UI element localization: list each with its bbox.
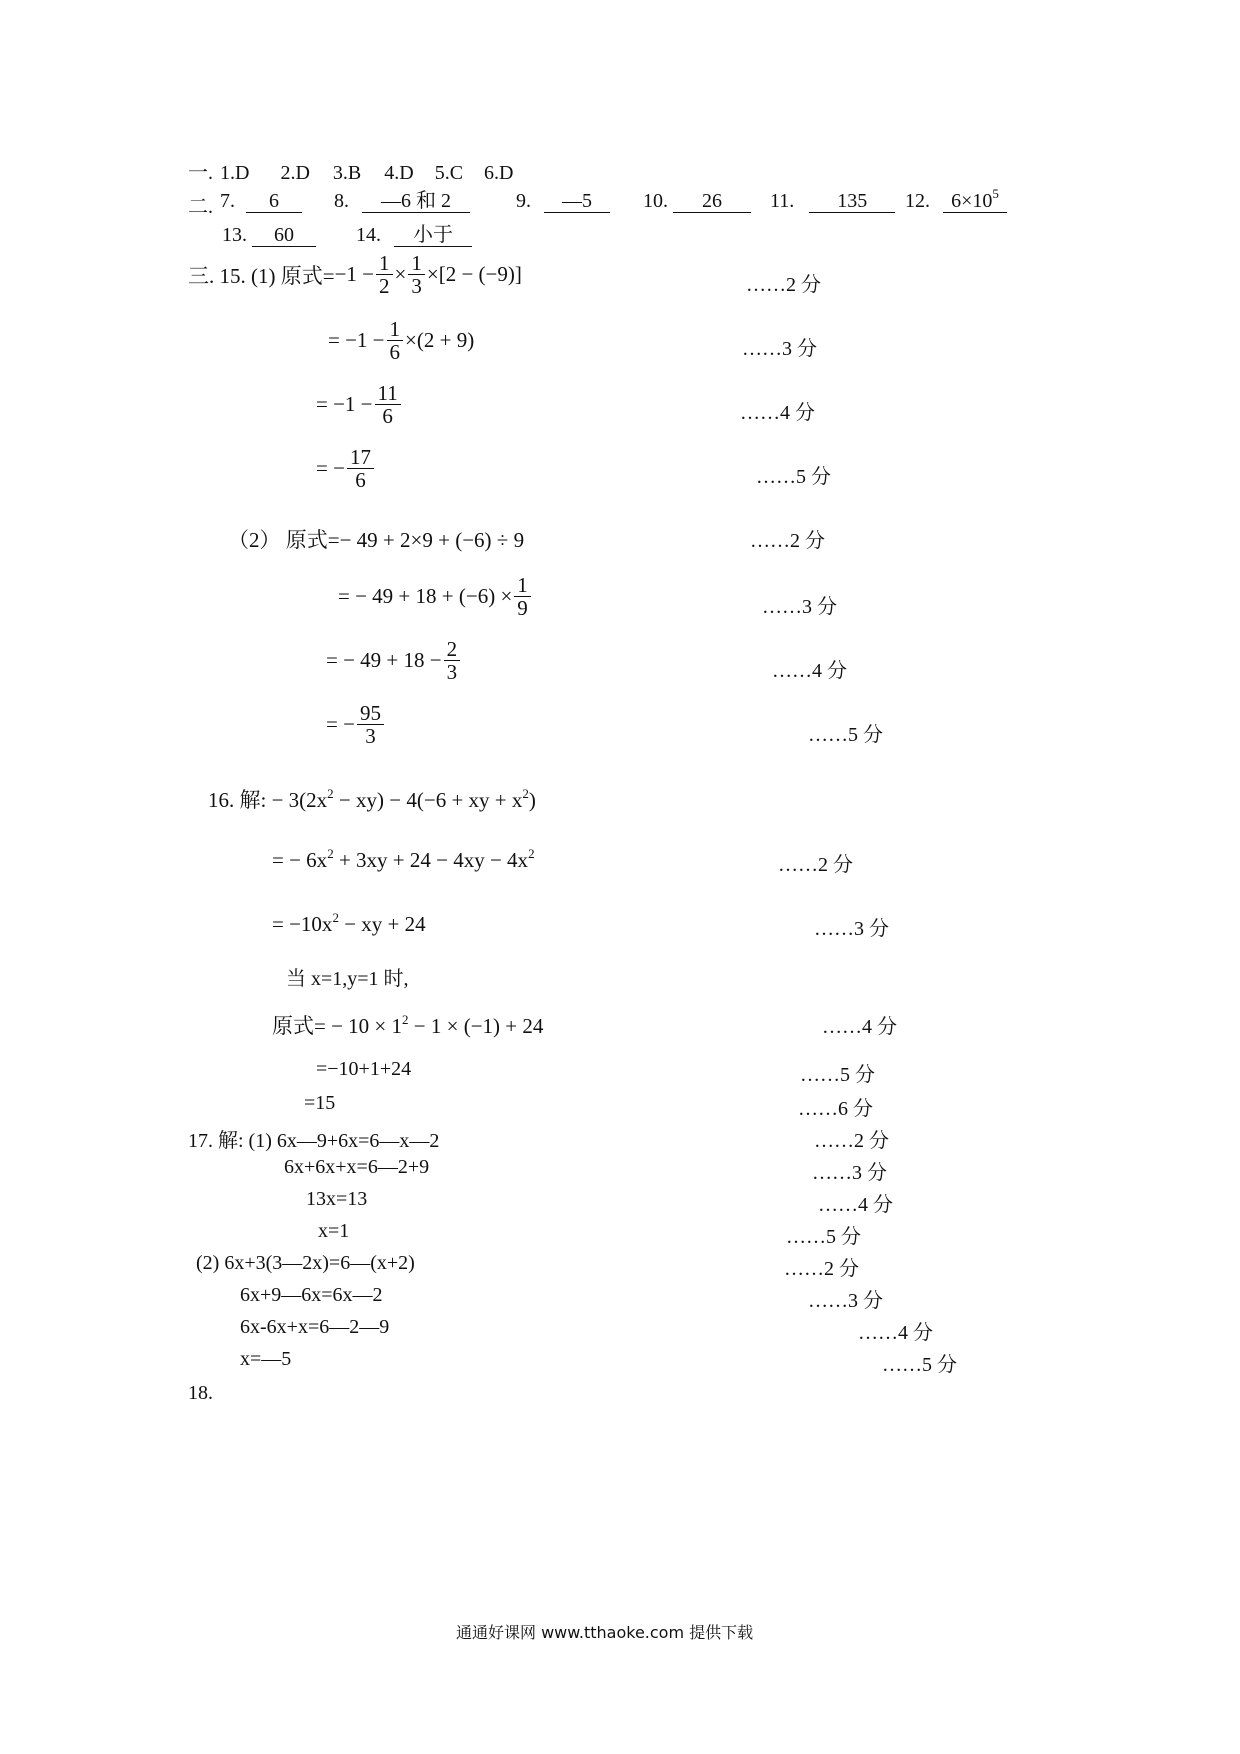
fraction: $\frac{17}{6}$ (347, 446, 374, 491)
q17-line1: 17. 解: (1) 6x—9+6x=6—x—2 (188, 1130, 440, 1152)
answer-1: 1.D (220, 162, 250, 184)
answer-12: $6\times 10^5$ (943, 191, 1007, 213)
q17-line3: 13x=13 (306, 1188, 368, 1210)
score: ……5 分 (786, 1226, 861, 1248)
blank-9: 9. —5 (516, 190, 610, 213)
score: ……3 分 (814, 918, 889, 940)
q15-1-line3: = −1 − $\frac{11}{6}$ (316, 382, 403, 427)
score: ……4 分 (858, 1322, 933, 1344)
score: ……4 分 (772, 660, 847, 682)
fraction: $\frac{11}{6}$ (375, 382, 401, 427)
q16-line6: =−10+1+24 (316, 1058, 412, 1080)
score: ……3 分 (812, 1162, 887, 1184)
blank-8: 8. —6 和 2 (334, 190, 470, 213)
score: ……3 分 (808, 1290, 883, 1312)
q17-line4: x=1 (318, 1220, 350, 1242)
q17-line5: (2) 6x+3(3—2x)=6—(x+2) (196, 1252, 415, 1274)
q16-line7: =15 (304, 1092, 336, 1114)
score: ……5 分 (882, 1354, 957, 1376)
blank-10: 10. 26 (643, 190, 751, 213)
q15-2-line2: = − 49 + 18 + (−6) × $\frac{1}{9}$ (338, 574, 533, 619)
score: ……2 分 (814, 1130, 889, 1152)
section1-label: 一. (188, 162, 213, 184)
score: ……5 分 (808, 724, 883, 746)
section2-label: 二. (188, 196, 213, 218)
blank-14: 14. 小于 (356, 224, 472, 247)
score: ……2 分 (746, 274, 821, 296)
score: ……2 分 (778, 854, 853, 876)
q17-line2: 6x+6x+x=6—2+9 (284, 1156, 430, 1178)
answer-13: 60 (252, 225, 316, 247)
fraction: $\frac{1}{9}$ (514, 574, 531, 619)
q15-1-line1: 三. 15. (1) 原式= −1 − $\frac{1}{2}$ × $\frac{1}{3}$ ×[2 − (−9)] (188, 251, 522, 299)
q17-line8: x=—5 (240, 1348, 292, 1370)
q18-label: 18. (188, 1382, 213, 1404)
blank-7: 7. 6 (220, 190, 302, 213)
section1-row (188, 156, 514, 185)
q15-1-line2: = −1 − $\frac{1}{6}$ ×(2 + 9) (328, 317, 475, 365)
fraction: $\frac{1}{3}$ (408, 252, 425, 297)
answer-5: 5.C (434, 162, 464, 184)
score: ……4 分 (740, 402, 815, 424)
fraction: $\frac{1}{2}$ (376, 252, 393, 297)
section2-row1 (188, 190, 213, 219)
answer-4: 4.D (384, 162, 414, 184)
score: ……4 分 (818, 1194, 893, 1216)
answer-3: 3.B (332, 162, 362, 184)
q16-line1: 16. 解: − $3(2x^2 - xy) - 4(-6$ + xy + $x^2$) (208, 786, 536, 812)
q15-2-line4: = − $\frac{95}{3}$ (326, 702, 386, 747)
answer-14: 小于 (394, 225, 472, 247)
score: ……3 分 (762, 596, 837, 618)
blank-12: 12. $6\times 10^5$ (905, 190, 1007, 213)
answer-7: 6 (246, 191, 302, 213)
q17-line6: 6x+9—6x=6x—2 (240, 1284, 383, 1306)
answer-6: 6.D (484, 162, 514, 184)
q16-line5: 原式= − $10 \times 1^2 - 1 \times (-1) + 24$ (272, 1012, 544, 1038)
score: ……5 分 (756, 466, 831, 488)
q16-line4: 当 x=1,y=1 时, (286, 968, 409, 990)
score: ……6 分 (798, 1098, 873, 1120)
blank-13: 13. 60 (222, 224, 316, 247)
q15-1-line4: = − $\frac{17}{6}$ (316, 446, 376, 491)
score: ……2 分 (784, 1258, 859, 1280)
score: ……5 分 (800, 1064, 875, 1086)
answer-8: —6 和 2 (362, 191, 470, 213)
blank-11: 11. 135 (770, 190, 895, 213)
fraction: $\frac{95}{3}$ (357, 702, 384, 747)
footer-text: 通通好课网 www.tthaoke.com 提供下载 (456, 1623, 754, 1642)
fraction: $\frac{1}{6}$ (387, 318, 404, 363)
q15-2-line1: （2） 原式=− 49 + 2×9 + (−6) ÷ 9 (228, 528, 525, 552)
answer-2: 2.D (280, 162, 310, 184)
answer-11: 135 (809, 191, 895, 213)
answer-9: —5 (544, 191, 610, 213)
fraction: $\frac{2}{3}$ (444, 638, 461, 683)
q16-line2: = − $6x^2 + 3xy + 24 - 4xy - 4x^2$ (272, 846, 535, 872)
q16-line3: = $-10x^2$ − xy + 24 (272, 910, 426, 936)
score: ……4 分 (822, 1016, 897, 1038)
q17-line7: 6x-6x+x=6—2—9 (240, 1316, 390, 1338)
score: ……3 分 (742, 338, 817, 360)
score: ……2 分 (750, 530, 825, 552)
q15-2-line3: = − 49 + 18 − $\frac{2}{3}$ (326, 638, 462, 683)
answer-10: 26 (673, 191, 751, 213)
